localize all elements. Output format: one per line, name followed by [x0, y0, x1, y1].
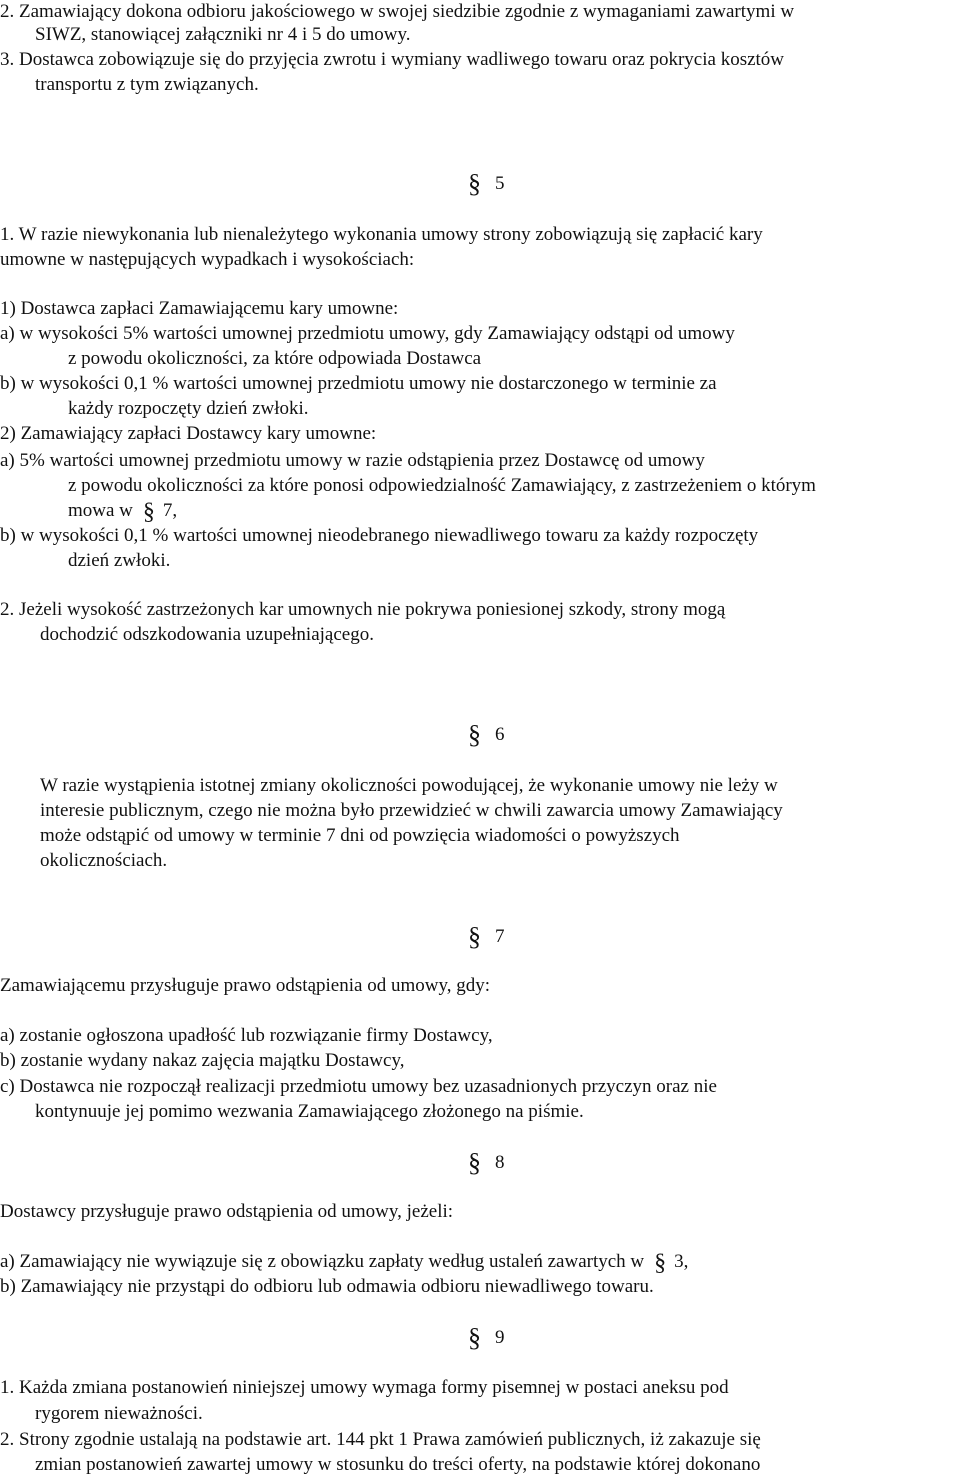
list-item: kontynuuje jej pomimo wezwania Zamawiającego złożonego na piśmie. — [35, 1101, 584, 1122]
list-item: a) zostanie ogłoszona upadłość lub rozwiązanie firmy Dostawcy, — [0, 1025, 493, 1046]
paragraph-line: każdy rozpoczęty dzień zwłoki. — [68, 398, 309, 419]
paragraph-line: Zamawiającemu przysługuje prawo odstąpienia od umowy, gdy: — [0, 975, 490, 996]
text-fragment: mowa w — [68, 500, 133, 521]
paragraph-line: umowne w następujących wypadkach i wysokościach: — [0, 249, 415, 270]
section-number: 8 — [495, 1152, 505, 1173]
paragraph-line: okolicznościach. — [40, 850, 168, 871]
text-fragment: a) Zamawiający nie wywiązuje się z obowiązku zapłaty według ustaleń zawartych w — [0, 1251, 645, 1272]
paragraph-line: transportu z tym związanych. — [35, 74, 259, 95]
list-item: b) Zamawiający nie przystąpi do odbioru lub odmawia odbioru niewadliwego towaru. — [0, 1276, 654, 1297]
paragraph-line: a) w wysokości 5% wartości umownej przedmiotu umowy, gdy Zamawiający odstąpi od umowy — [0, 323, 735, 344]
paragraph-line: rygorem nieważności. — [35, 1403, 203, 1424]
list-item — [0, 1250, 688, 1275]
section-symbol: § — [654, 1250, 667, 1276]
paragraph-line — [68, 499, 177, 524]
paragraph-line: z powodu okoliczności za które ponosi odpowiedzialność Zamawiający, z zastrzeżeniem o którym — [68, 475, 816, 496]
section-number: 5 — [495, 173, 505, 194]
paragraph-line: 1. W razie niewykonania lub nienależytego wykonania umowy strony zobowiązują się zapłacić kary — [0, 224, 763, 245]
section-heading-7 — [468, 922, 505, 951]
section-heading-8 — [468, 1148, 505, 1177]
paragraph-line: 1) Dostawca zapłaci Zamawiającemu kary umowne: — [0, 298, 399, 319]
paragraph-line: Dostawcy przysługuje prawo odstąpienia od umowy, jeżeli: — [0, 1201, 454, 1222]
section-reference: 7, — [162, 500, 178, 521]
paragraph-line: dzień zwłoki. — [68, 550, 171, 571]
paragraph-line: może odstąpić od umowy w terminie 7 dni od powzięcia wiadomości o powyższych — [40, 825, 680, 846]
section-symbol: § — [468, 169, 481, 198]
section-heading-5 — [468, 169, 505, 198]
section-symbol: § — [468, 1148, 481, 1177]
section-reference: 3, — [674, 1251, 689, 1272]
list-item: b) zostanie wydany nakaz zajęcia majątku Dostawcy, — [0, 1050, 405, 1071]
paragraph-line: W razie wystąpienia istotnej zmiany okoliczności powodującej, że wykonanie umowy nie leży w — [40, 775, 778, 796]
paragraph-line: z powodu okoliczności, za które odpowiada Dostawca — [68, 348, 482, 369]
paragraph-line: 3. Dostawca zobowiązuje się do przyjęcia zwrotu i wymiany wadliwego towaru oraz pokrycia kosztów — [0, 49, 785, 70]
paragraph-line: SIWZ, stanowiącej załączniki nr 4 i 5 do umowy. — [35, 24, 411, 45]
paragraph-line: b) w wysokości 0,1 % wartości umownej przedmiotu umowy nie dostarczonego w terminie za — [0, 373, 717, 394]
paragraph-line: 2. Zamawiający dokona odbioru jakościowego w swojej siedzibie zgodnie z wymaganiami zawartymi w — [0, 1, 795, 22]
paragraph-line: 2) Zamawiający zapłaci Dostawcy kary umowne: — [0, 423, 377, 444]
section-heading-9 — [468, 1323, 505, 1352]
section-symbol: § — [468, 1323, 481, 1352]
paragraph-line: interesie publicznym, czego nie można było przewidzieć w chwili zawarcia umowy Zamawiający — [40, 800, 783, 821]
paragraph-line: b) w wysokości 0,1 % wartości umownej nieodebranego niewadliwego towaru za każdy rozpoczęty — [0, 525, 759, 546]
paragraph-line: dochodzić odszkodowania uzupełniającego. — [40, 624, 374, 645]
section-symbol: § — [142, 499, 155, 525]
section-number: 9 — [495, 1327, 505, 1348]
paragraph-line: zmian postanowień zawartej umowy w stosunku do treści oferty, na podstawie której dokonano — [35, 1454, 761, 1475]
section-symbol: § — [468, 922, 481, 951]
section-number: 7 — [495, 926, 505, 947]
paragraph-line: 1. Każda zmiana postanowień niniejszej umowy wymaga formy pisemnej w postaci aneksu pod — [0, 1377, 729, 1398]
section-symbol: § — [468, 720, 481, 749]
section-heading-6 — [468, 720, 505, 749]
list-item: c) Dostawca nie rozpoczął realizacji przedmiotu umowy bez uzasadnionych przyczyn oraz nie — [0, 1076, 717, 1097]
paragraph-line: 2. Strony zgodnie ustalają na podstawie art. 144 pkt 1 Prawa zamówień publicznych, iż zakazuje się — [0, 1429, 761, 1450]
section-number: 6 — [495, 724, 505, 745]
paragraph-line: a) 5% wartości umownej przedmiotu umowy w razie odstąpienia przez Dostawcę od umowy — [0, 450, 705, 471]
paragraph-line: 2. Jeżeli wysokość zastrzeżonych kar umownych nie pokrywa poniesionej szkody, strony mogą — [0, 599, 726, 620]
